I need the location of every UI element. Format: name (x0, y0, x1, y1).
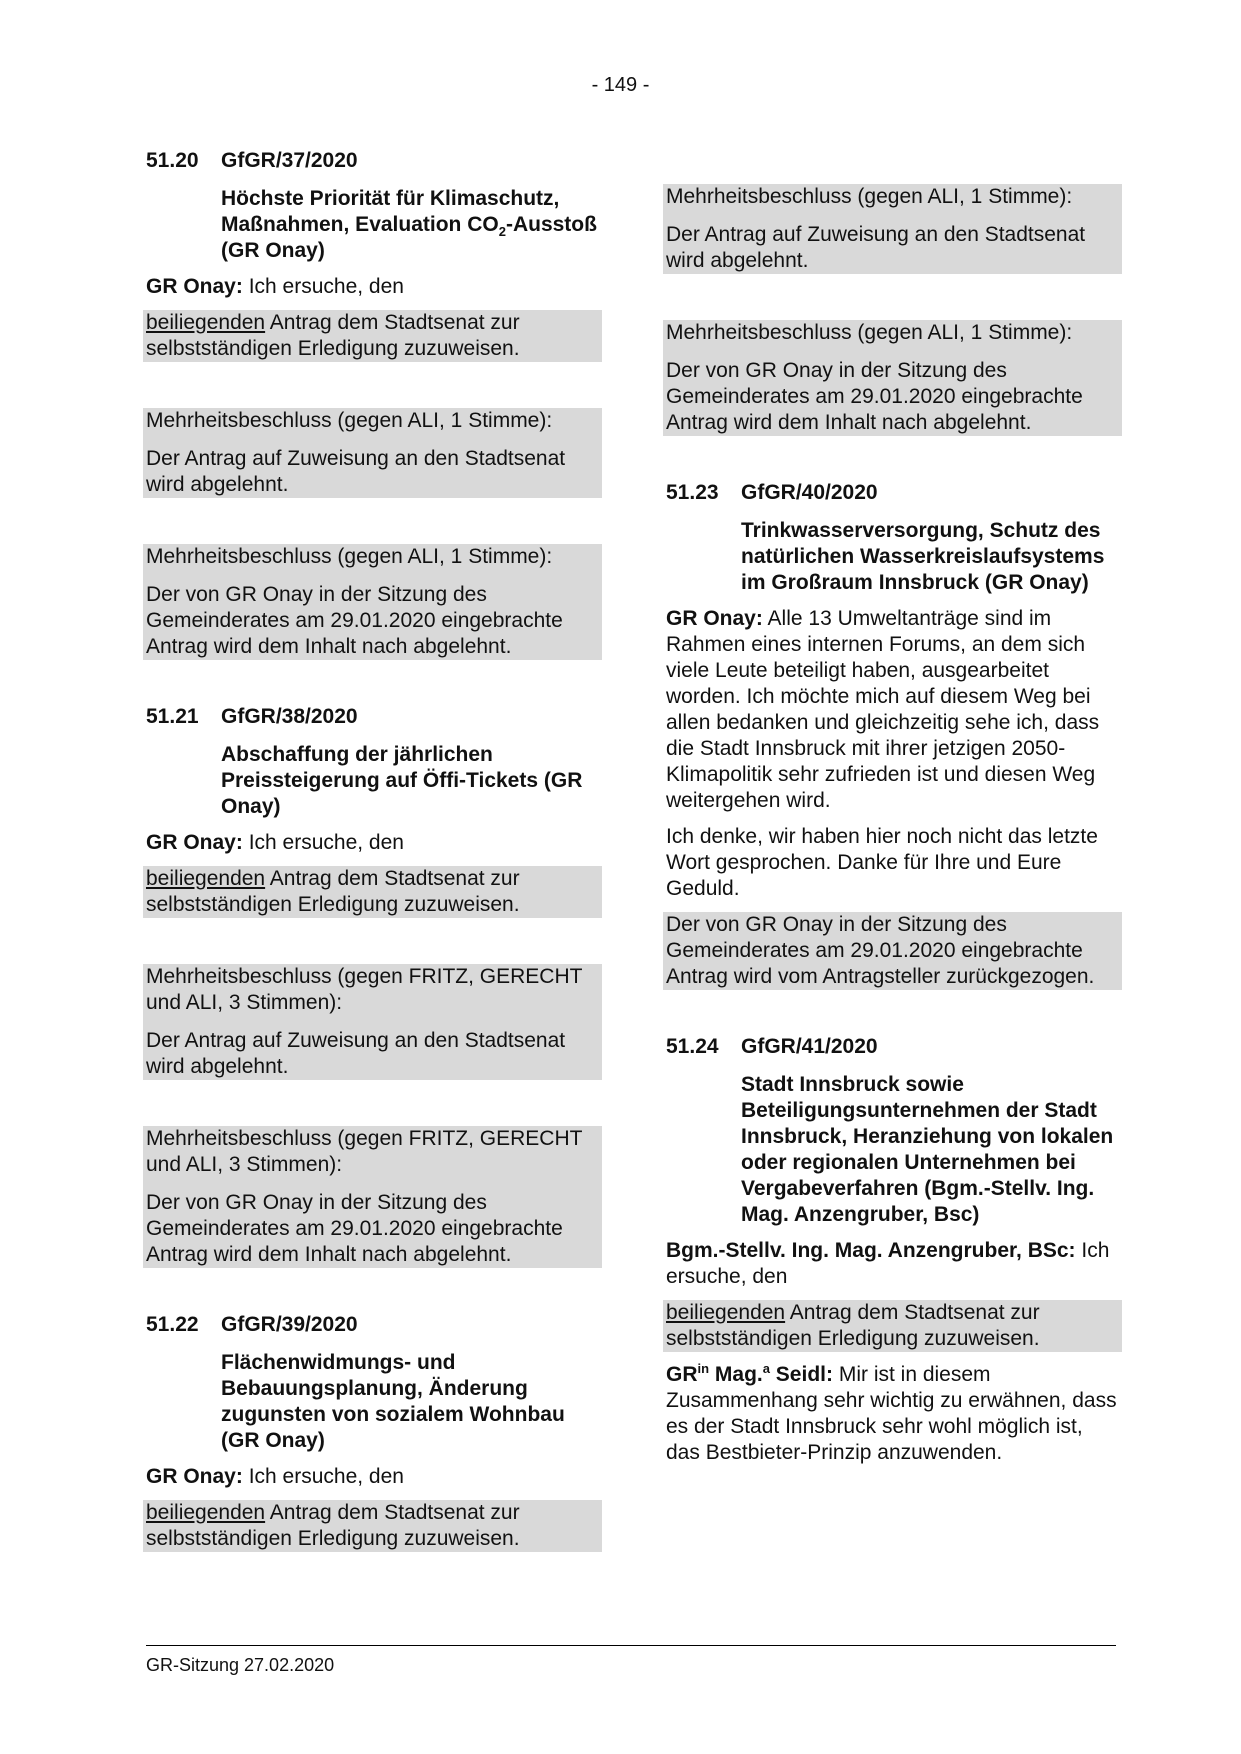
section-title: Stadt Innsbruck sowie Beteiligungsunternehmen der Stadt Innsbruck, Heranziehung von lokalen oder regionalen Unternehmen bei Vergabeverfahren (Bgm.-Stellv. Ing. Mag. Anzengruber, Bsc) (741, 1073, 1114, 1226)
resolution-text: Der von GR Onay in der Sitzung des Gemeinderates am 29.01.2020 eingebrachte Antrag wird dem Inhalt nach abgelehnt. (666, 359, 1083, 434)
section-header-51-24 (666, 1034, 1119, 1060)
right-column (666, 184, 1119, 1466)
motion-box: beiliegenden Antrag dem Stadtsenat zur selbstständigen Erledigung zuzuweisen. (663, 1300, 1122, 1352)
speaker-name: $GR^{in}$ Mag.$^a$ Seidl: (666, 1361, 833, 1386)
resolution-text: Der Antrag auf Zuweisung an den Stadtsenat wird abgelehnt. (666, 223, 1086, 272)
subscript-2: 2 (498, 224, 506, 240)
section-title: Abschaffung der jährlichen Preissteigerung auf Öffi-Tickets (GR Onay) (221, 743, 583, 818)
section-title: Höchste Priorität für Klimaschutz, Maßnahmen, Evaluation $CO_2$-Ausstoß (GR Onay) (221, 187, 597, 262)
speaker-name: GR Onay: (666, 607, 763, 630)
speaker-statement: GR Onay: Ich ersuche, den (146, 275, 404, 298)
resolution-box (143, 408, 602, 498)
resolution-heading: Mehrheitsbeschluss (gegen ALI, 1 Stimme): (146, 545, 553, 568)
speaker-statement: GR Onay: Ich ersuche, den (146, 831, 404, 854)
section-header-51-23 (666, 480, 1119, 506)
resolution-text: Der von GR Onay in der Sitzung des Gemeinderates am 29.01.2020 eingebrachte Antrag wird dem Inhalt nach abgelehnt. (146, 1191, 563, 1266)
footer-text: GR-Sitzung 27.02.2020 (146, 1655, 335, 1675)
resolution-box (663, 320, 1122, 436)
section-code: GfGR/39/2020 (221, 1313, 358, 1336)
section-title: Trinkwasserversorgung, Schutz des natürlichen Wasserkreislaufsystems im Großraum Innsbruck (GR Onay) (741, 519, 1105, 594)
page-number: - 149 - (591, 74, 650, 96)
section-header-51-21 (146, 704, 599, 730)
speaker-statement: GR Onay: Alle 13 Umweltanträge sind im Rahmen eines internen Forums, an dem sich viele Leute beteiligt haben, ausgearbeitet worden. Ich möchte mich auf diesem Weg bei allen bedanken und gleichzeitig sehe ich, dass die Stadt Innsbruck mit ihrer jetzigen 2050-Klimapolitik sehr zufrieden ist und diesen Weg weitergehen wird. (666, 607, 1100, 812)
resolution-text: Der Antrag auf Zuweisung an den Stadtsenat wird abgelehnt. (146, 1029, 566, 1078)
footer-divider (146, 1645, 1116, 1646)
section-header-51-22 (146, 1312, 599, 1338)
resolution-box (143, 964, 602, 1080)
resolution-box (663, 184, 1122, 274)
section-code: GfGR/41/2020 (741, 1035, 878, 1058)
speaker-statement: GR Onay: Ich ersuche, den (146, 1465, 404, 1488)
resolution-heading: Mehrheitsbeschluss (gegen FRITZ, GERECHT und ALI, 3 Stimmen): (146, 1127, 583, 1176)
speaker-name: GR Onay: (146, 275, 243, 298)
resolution-box (663, 912, 1122, 990)
motion-box: beiliegenden Antrag dem Stadtsenat zur selbstständigen Erledigung zuzuweisen. (143, 1500, 602, 1552)
resolution-text: Der von GR Onay in der Sitzung des Gemeinderates am 29.01.2020 eingebrachte Antrag wird vom Antragsteller zurückgezogen. (666, 913, 1095, 988)
speaker-statement: $GR^{in}$ Mag.$^a$ Seidl: Mir ist in diesem Zusammenhang sehr wichtig zu erwähnen, dass es der Stadt Innsbruck sehr wohl möglich ist, das Bestbieter-Prinzip anzuwenden. (666, 1361, 1117, 1464)
motion-underlined: beiliegenden (666, 1301, 786, 1324)
section-number: 51.20 (146, 149, 199, 172)
section-header-51-20 (146, 148, 599, 174)
resolution-heading: Mehrheitsbeschluss (gegen ALI, 1 Stimme): (666, 321, 1073, 344)
section-number: 51.24 (666, 1035, 719, 1058)
speaker-statement: Bgm.-Stellv. Ing. Mag. Anzengruber, BSc: Ich ersuche, den (666, 1239, 1110, 1288)
speaker-name: GR Onay: (146, 831, 243, 854)
section-title: Flächenwidmungs- und Bebauungsplanung, Änderung zugunsten von sozialem Wohnbau (GR Onay) (221, 1351, 565, 1452)
section-number: 51.22 (146, 1313, 199, 1336)
resolution-text: Der Antrag auf Zuweisung an den Stadtsenat wird abgelehnt. (146, 447, 566, 496)
section-code: GfGR/37/2020 (221, 149, 358, 172)
resolution-heading: Mehrheitsbeschluss (gegen ALI, 1 Stimme): (146, 409, 553, 432)
motion-underlined: beiliegenden (146, 1501, 266, 1524)
motion-box: beiliegenden Antrag dem Stadtsenat zur selbstständigen Erledigung zuzuweisen. (143, 310, 602, 362)
motion-box: beiliegenden Antrag dem Stadtsenat zur selbstständigen Erledigung zuzuweisen. (143, 866, 602, 918)
section-code: GfGR/40/2020 (741, 481, 878, 504)
section-number: 51.23 (666, 481, 719, 504)
speaker-name: GR Onay: (146, 1465, 243, 1488)
speaker-name: Bgm.-Stellv. Ing. Mag. Anzengruber, BSc: (666, 1239, 1076, 1262)
statement-text: Ich denke, wir haben hier noch nicht das letzte Wort gesprochen. Danke für Ihre und Eure Geduld. (666, 825, 1098, 900)
section-number: 51.21 (146, 705, 199, 728)
section-code: GfGR/38/2020 (221, 705, 358, 728)
motion-underlined: beiliegenden (146, 311, 266, 334)
resolution-heading: Mehrheitsbeschluss (gegen ALI, 1 Stimme): (666, 185, 1073, 208)
left-column (146, 148, 599, 1552)
motion-underlined: beiliegenden (146, 867, 266, 890)
resolution-box (143, 1126, 602, 1268)
resolution-box (143, 544, 602, 660)
resolution-heading: Mehrheitsbeschluss (gegen FRITZ, GERECHT und ALI, 3 Stimmen): (146, 965, 583, 1014)
resolution-text: Der von GR Onay in der Sitzung des Gemeinderates am 29.01.2020 eingebrachte Antrag wird dem Inhalt nach abgelehnt. (146, 583, 563, 658)
